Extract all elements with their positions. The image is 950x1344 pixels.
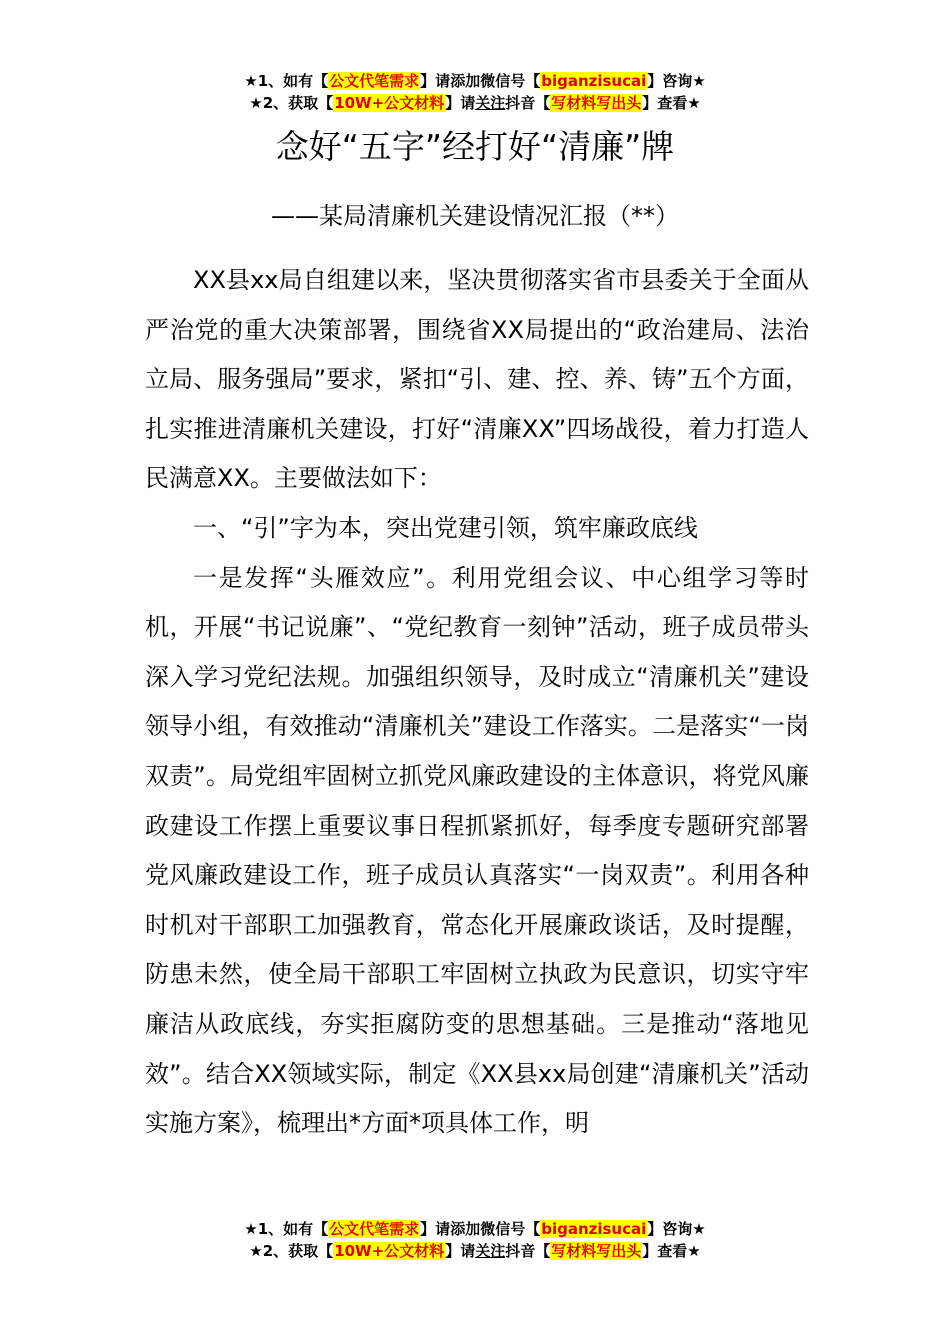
banner-line-1 xyxy=(0,70,950,92)
banner-text: 】查看★ xyxy=(642,94,701,112)
banner-text: ★2、获取【 xyxy=(249,94,334,112)
banner-text: 】查看★ xyxy=(642,1242,701,1260)
bottom-banner xyxy=(0,1218,950,1262)
banner-line-2 xyxy=(0,92,950,114)
banner-text: 抖音【 xyxy=(505,1242,551,1260)
banner-text: 】咨询★ xyxy=(647,1220,706,1238)
banner-text: 】请 xyxy=(445,1242,476,1260)
banner-highlight: 公文代笔需求 xyxy=(329,1220,420,1238)
banner-douyin-id: 写材料写出头 xyxy=(551,1242,642,1260)
intro-paragraph: XX县xx局自组建以来，坚决贯彻落实省市县委关于全面从严治党的重大决策部署，围绕省XX局提出的“政治建局、法治立局、服务强局”要求，紧扣“引、建、控、养、铸”五个方面，扎实推进清廉机关建设，打好“清廉XX”四场战役，着力打造人民满意XX。主要做法如下： xyxy=(145,266,809,493)
body-paragraph: 一是发挥“头雁效应”。利用党组会议、中心组学习等时机，开展“书记说廉”、“党纪教育一刻钟”活动，班子成员带头深入学习党纪法规。加强组织领导，及时成立“清廉机关”建设领导小组，有效推动“清廉机关”建设工作落实。二是落实“一岗双责”。局党组牢固树立抓党风廉政建设的主体意识，将党风廉政建设工作摆上重要议事日程抓紧抓好，每季度专题研究部署党风廉政建设工作，班子成员认真落实“一岗双责”。利用各种时机对干部职工加强教育，常态化开展廉政谈话，及时提醒，防患未然，使全局干部职工牢固树立执政为民意识，切实守牢廉洁从政底线，夯实拒腐防变的思想基础。三是推动“落地见效”。结合XX领域实际，制定《XX县xx局创建“清廉机关”活动实施方案》，梳理出*方面*项具体工作，明 xyxy=(145,563,809,1138)
banner-text: ★2、获取【 xyxy=(249,1242,334,1260)
banner-highlight: 10W+公文材料 xyxy=(334,1242,445,1260)
banner-text: 】请 xyxy=(420,1220,451,1238)
banner-line-2 xyxy=(0,1240,950,1262)
banner-wechat-id: biganzisucai xyxy=(541,72,647,90)
banner-wechat-id: biganzisucai xyxy=(541,1220,647,1238)
banner-highlight: 公文代笔需求 xyxy=(329,72,420,90)
banner-line-1 xyxy=(0,1218,950,1240)
banner-bold-text: 关注 xyxy=(475,1242,506,1260)
top-banner xyxy=(0,70,950,114)
document-subtitle: ——某局清廉机关建设情况汇报（**） xyxy=(271,202,679,230)
banner-text: 抖音【 xyxy=(505,94,551,112)
banner-bold-text: 添加 xyxy=(450,72,481,90)
banner-bold-text: 添加 xyxy=(450,1220,481,1238)
banner-douyin-id: 写材料写出头 xyxy=(551,94,642,112)
document-title: 念好“五字”经打好“清廉”牌 xyxy=(275,127,675,166)
banner-text: 】请 xyxy=(420,72,451,90)
banner-text: 微信号【 xyxy=(480,72,541,90)
banner-highlight: 10W+公文材料 xyxy=(334,94,445,112)
section-heading: 一、“引”字为本，突出党建引领，筑牢廉政底线 xyxy=(193,513,698,542)
banner-text: 】咨询★ xyxy=(647,72,706,90)
banner-text: 】请 xyxy=(445,94,476,112)
banner-text: 微信号【 xyxy=(480,1220,541,1238)
document-body xyxy=(145,256,809,1149)
banner-text: ★1、如有【 xyxy=(244,72,329,90)
banner-bold-text: 关注 xyxy=(475,94,506,112)
banner-text: ★1、如有【 xyxy=(244,1220,329,1238)
